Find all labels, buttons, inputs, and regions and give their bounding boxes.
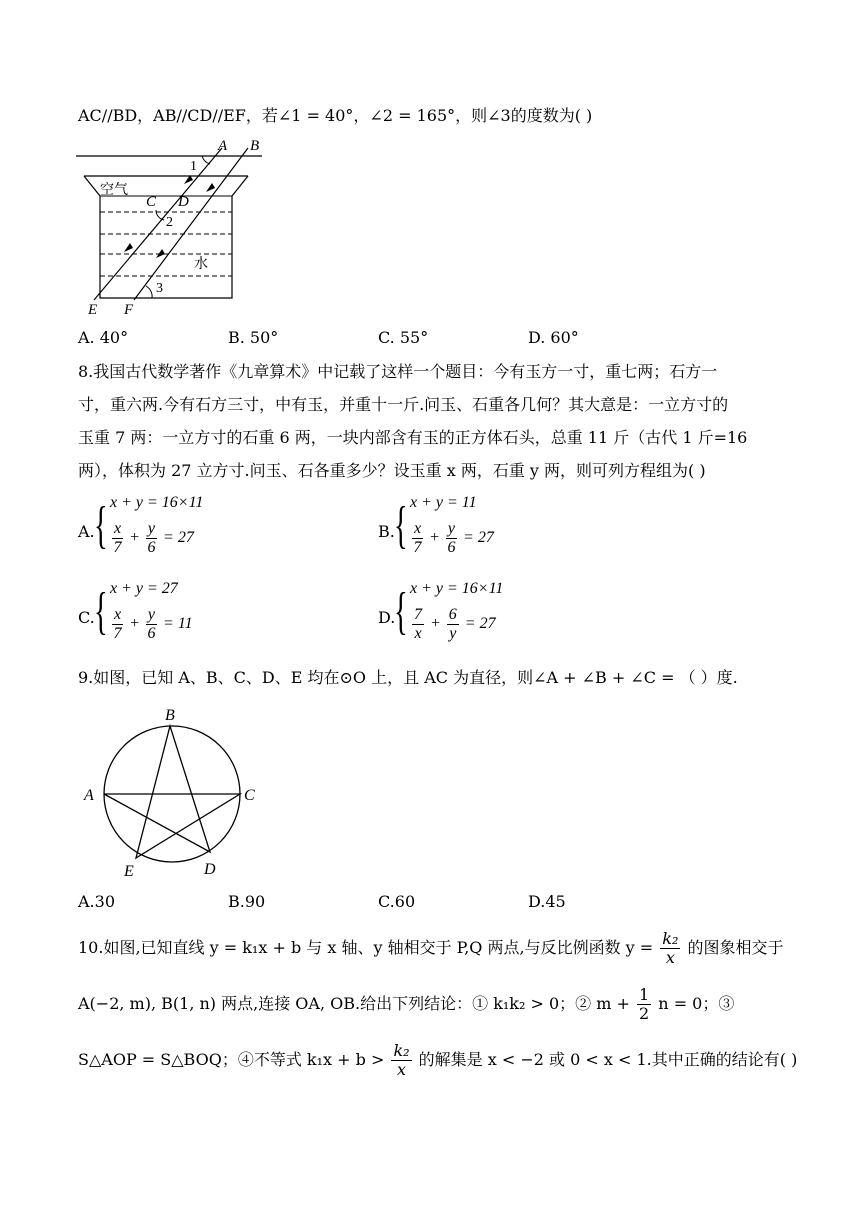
q7-label-A: A (218, 138, 228, 154)
q9-label-D: D (204, 861, 216, 878)
q8-option-a-system: { x + y = 16×11 $\frac{x}{7}$ + $\frac{y}{6}$ = 27 (94, 494, 204, 556)
q7-option-b: B. 50° (228, 328, 279, 347)
q9-label-B: B (165, 707, 175, 724)
q7-option-d: D. 60° (528, 328, 579, 347)
q9-label-A: A (84, 787, 94, 804)
q8-option-a-label: A. (78, 522, 95, 541)
q8-line-2: 寸，重六两.今有石方三寸，中有玉，并重十一斤.问玉、石重各几何？其大意是：一立方寸的 (78, 395, 729, 414)
q7-stem: AC//BD，AB//CD//EF，若∠1 = 40°，∠2 = 165°，则∠3的度数为( ) (78, 106, 593, 125)
q8-option-d-eq1: x + y = 16×11 (410, 580, 504, 597)
q8-option-c-label: C. (78, 608, 95, 627)
q8-option-b-eq1: x + y = 11 (410, 494, 477, 511)
q7-figure (72, 134, 272, 316)
q9-option-a: A.30 (78, 892, 115, 911)
q8-line-1: 8.我国古代数学著作《九章算术》中记载了这样一个题目：今有玉方一寸，重七两；石方一 (78, 362, 718, 381)
q7-option-c: C. 55° (378, 328, 429, 347)
q7-option-a: A. 40° (78, 328, 129, 347)
q7-label-F: F (124, 302, 134, 316)
q9-stem: 9.如图，已知 A、B、C、D、E 均在⊙O 上，且 AC 为直径，则∠A + ∠B + ∠C = （ ）度. (78, 668, 738, 687)
q7-label-C: C (146, 194, 157, 210)
q9-option-c: C.60 (378, 892, 416, 911)
q10-line-2: A(−2, m), B(1, n) 两点,连接 OA, OB.给出下列结论：① k₁k₂ > 0；② m + $\frac{1}{2}$ n = 0；③ (78, 985, 735, 1023)
q8-option-a-eq1: x + y = 16×11 (110, 494, 204, 511)
q7-label-D: D (178, 194, 189, 210)
q8-line-3: 玉重 7 两：一立方寸的石重 6 两，一块内部含有玉的正方体石头，总重 11 斤（古代 1 斤=16 (78, 428, 748, 447)
q8-option-c-eq1: x + y = 27 (110, 580, 178, 597)
q9-figure (74, 700, 274, 884)
q7-label-2: 2 (166, 215, 173, 230)
q7-label-B: B (250, 138, 260, 154)
q8-option-d-system: { x + y = 16×11 $\frac{7}{x}$ + $\frac{6}{y}$ = 27 (394, 580, 504, 642)
q8-option-b-label: B. (378, 522, 395, 541)
q7-label-1: 1 (190, 159, 197, 174)
q8-option-c-system: { x + y = 27 $\frac{x}{7}$ + $\frac{y}{6}$ = 11 (94, 580, 193, 642)
q10-line-1: 10.如图,已知直线 y = k₁x + b 与 x 轴、y 轴相交于 P,Q 两点,与反比例函数 y = $\frac{\text{k₂}}{x}$ 的图象相交于 (78, 929, 784, 967)
q8-option-b-system: { x + y = 11 $\frac{x}{7}$ + $\frac{y}{6}$ = 27 (394, 494, 494, 556)
q10-line-3: S△AOP = S△BOQ；④不等式 k₁x + b > $\frac{\text{k₂}}{x}$ 的解集是 x < −2 或 0 < x < 1.其中正确的结论有( ) (78, 1041, 798, 1079)
q8-line-4: 两），体积为 27 立方寸.问玉、石各重多少？设玉重 x 两，石重 y 两，则可列方程组为( ) (78, 461, 706, 480)
q8-option-d-label: D. (378, 608, 396, 627)
q7-label-water: 水 (194, 257, 208, 272)
q9-label-C: C (244, 787, 255, 804)
q9-label-E: E (124, 863, 134, 880)
q9-option-d: D.45 (528, 892, 566, 911)
q7-label-air: 空气 (100, 183, 128, 198)
q7-label-3: 3 (156, 281, 163, 296)
q7-label-E: E (88, 302, 98, 316)
q9-option-b: B.90 (228, 892, 266, 911)
